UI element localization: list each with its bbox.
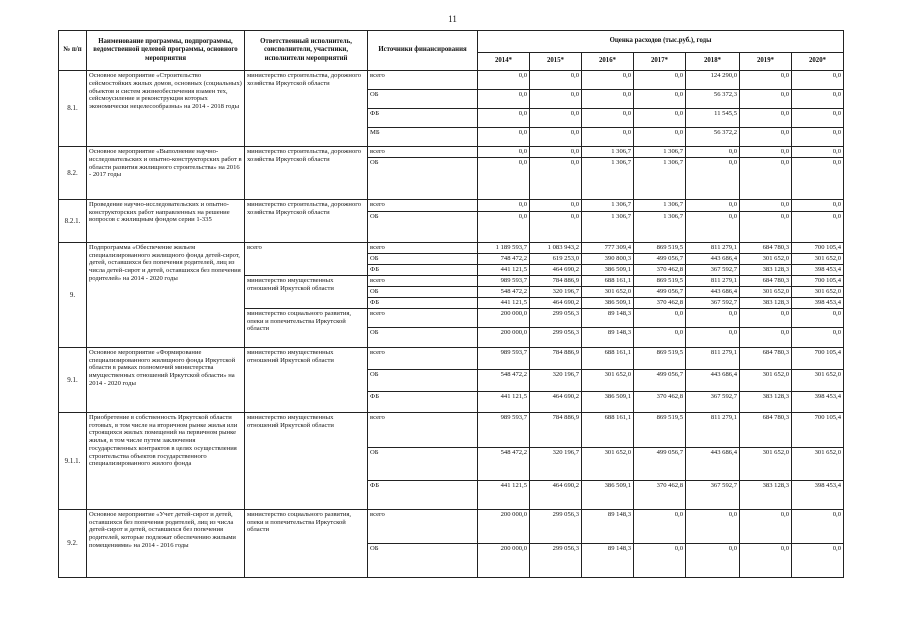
header-source: Источники финансирования <box>368 31 478 71</box>
amount-cell: 0,0 <box>686 509 740 543</box>
row-source: ОБ <box>368 157 478 199</box>
row-source: ФБ <box>368 391 478 412</box>
amount-cell: 0,0 <box>740 509 792 543</box>
amount-cell: 301 652,0 <box>792 369 844 391</box>
row-source: всего <box>368 199 478 211</box>
amount-cell: 499 056,7 <box>634 286 686 297</box>
amount-cell: 684 780,3 <box>740 242 792 253</box>
header-year: 2014* <box>478 53 530 71</box>
amount-cell: 684 780,3 <box>740 275 792 286</box>
amount-cell: 0,0 <box>686 157 740 199</box>
amount-cell: 0,0 <box>686 199 740 211</box>
amount-cell: 200 000,0 <box>478 509 530 543</box>
amount-cell: 301 652,0 <box>792 286 844 297</box>
row-source: ОБ <box>368 543 478 577</box>
row-executor: министерство имущественных отношений Иркутской области <box>245 412 368 509</box>
amount-cell: 688 161,1 <box>582 275 634 286</box>
row-name: Основное мероприятие «Учет детей-сирот и детей, оставшихся без попечения родителей, лиц из числа детей-сирот и детей, оставшихся без попечения родителей, которые подлежат обеспечению жилыми помещениями» на 2014 - 2016 годы <box>87 509 245 577</box>
table-row <box>59 199 844 211</box>
amount-cell: 301 652,0 <box>740 253 792 264</box>
row-source: всего <box>368 347 478 369</box>
amount-cell: 89 148,3 <box>582 308 634 327</box>
row-number: 9.2. <box>59 509 87 577</box>
amount-cell: 299 056,3 <box>530 509 582 543</box>
amount-cell: 0,0 <box>634 109 686 128</box>
amount-cell: 1 306,7 <box>634 157 686 199</box>
amount-cell: 441 121,5 <box>478 391 530 412</box>
amount-cell: 777 309,4 <box>582 242 634 253</box>
amount-cell: 320 196,7 <box>530 369 582 391</box>
amount-cell: 367 592,7 <box>686 264 740 275</box>
row-name: Основное мероприятие «Выполнение научно-исследовательских и опытно-конструкторских работ в области развития жилищного строительства» на 2016 - 2017 годы <box>87 147 245 200</box>
amount-cell: 383 128,3 <box>740 391 792 412</box>
amount-cell: 700 105,4 <box>792 275 844 286</box>
amount-cell: 0,0 <box>792 543 844 577</box>
row-name: Приобретение в собственность Иркутской области готовых, в том числе на вторичном рынке жилья или строящихся жилых помещений на первичном рынке жилья, в том числе путем заключения государственных контрактов в целях осуществления строительства объектов государственного специализированного жилого фонда <box>87 412 245 509</box>
header-estimate: Оценка расходов (тыс.руб.), годы <box>478 31 844 53</box>
header-year: 2018* <box>686 53 740 71</box>
amount-cell: 386 509,1 <box>582 297 634 308</box>
amount-cell: 784 886,9 <box>530 275 582 286</box>
amount-cell: 383 128,3 <box>740 264 792 275</box>
row-executor: министерство строительства, дорожного хозяйства Иркутской области <box>245 147 368 200</box>
amount-cell: 398 453,4 <box>792 391 844 412</box>
amount-cell: 320 196,7 <box>530 447 582 480</box>
row-executor: министерство строительства, дорожного хозяйства Иркутской области <box>245 71 368 147</box>
amount-cell: 464 690,2 <box>530 297 582 308</box>
amount-cell: 0,0 <box>582 128 634 147</box>
amount-cell: 56 372,3 <box>686 90 740 109</box>
amount-cell: 0,0 <box>478 147 530 158</box>
amount-cell: 56 372,2 <box>686 128 740 147</box>
amount-cell: 386 509,1 <box>582 264 634 275</box>
row-source: всего <box>368 147 478 158</box>
header-year: 2016* <box>582 53 634 71</box>
amount-cell: 200 000,0 <box>478 543 530 577</box>
amount-cell: 1 306,7 <box>582 147 634 158</box>
amount-cell: 688 161,1 <box>582 347 634 369</box>
amount-cell: 0,0 <box>634 90 686 109</box>
amount-cell: 0,0 <box>530 71 582 90</box>
table-row <box>59 509 844 543</box>
row-number: 9. <box>59 242 87 347</box>
amount-cell: 398 453,4 <box>792 264 844 275</box>
amount-cell: 124 290,0 <box>686 71 740 90</box>
amount-cell: 688 161,1 <box>582 412 634 447</box>
row-name: Основное мероприятие «Строительство сейсмостойких жилых домов, основных (социальных) объектов и систем жизнеобеспечения взамен тех, сейсмоусиление и реконструкция которых экономически нецелесообразны» на 2014 - 2018 годы <box>87 71 245 147</box>
row-number: 8.2.1. <box>59 199 87 242</box>
row-executor: министерство строительства, дорожного хозяйства Иркутской области <box>245 199 368 242</box>
amount-cell: 0,0 <box>792 157 844 199</box>
amount-cell: 0,0 <box>478 109 530 128</box>
amount-cell: 301 652,0 <box>792 447 844 480</box>
amount-cell: 0,0 <box>740 90 792 109</box>
amount-cell: 89 148,3 <box>582 327 634 347</box>
amount-cell: 0,0 <box>792 71 844 90</box>
amount-cell: 390 800,3 <box>582 253 634 264</box>
amount-cell: 1 306,7 <box>634 211 686 242</box>
amount-cell: 370 462,8 <box>634 391 686 412</box>
row-source: всего <box>368 308 478 327</box>
row-source: всего <box>368 71 478 90</box>
amount-cell: 370 462,8 <box>634 297 686 308</box>
amount-cell: 0,0 <box>478 128 530 147</box>
row-source: ОБ <box>368 327 478 347</box>
amount-cell: 301 652,0 <box>792 253 844 264</box>
amount-cell: 1 306,7 <box>634 199 686 211</box>
amount-cell: 301 652,0 <box>582 447 634 480</box>
amount-cell: 367 592,7 <box>686 297 740 308</box>
amount-cell: 1 306,7 <box>582 211 634 242</box>
row-executor: министерство социального развития, опеки и попечительства Иркутской области <box>245 308 368 347</box>
amount-cell: 443 686,4 <box>686 369 740 391</box>
amount-cell: 700 105,4 <box>792 347 844 369</box>
amount-cell: 441 121,5 <box>478 480 530 509</box>
row-source: ОБ <box>368 90 478 109</box>
amount-cell: 301 652,0 <box>740 447 792 480</box>
row-source: ОБ <box>368 447 478 480</box>
table-row <box>59 412 844 447</box>
amount-cell: 0,0 <box>478 211 530 242</box>
amount-cell: 0,0 <box>792 199 844 211</box>
amount-cell: 200 000,0 <box>478 327 530 347</box>
amount-cell: 443 686,4 <box>686 286 740 297</box>
amount-cell: 464 690,2 <box>530 480 582 509</box>
amount-cell: 0,0 <box>530 199 582 211</box>
amount-cell: 0,0 <box>530 147 582 158</box>
amount-cell: 499 056,7 <box>634 253 686 264</box>
row-source: ФБ <box>368 480 478 509</box>
amount-cell: 0,0 <box>740 211 792 242</box>
row-name: Проведение научно-исследовательских и опытно-конструкторских работ направленных на решение вопросов с жилищным фондом серии 1-335 <box>87 199 245 242</box>
row-source: всего <box>368 412 478 447</box>
header-year: 2015* <box>530 53 582 71</box>
amount-cell: 700 105,4 <box>792 242 844 253</box>
amount-cell: 0,0 <box>634 71 686 90</box>
row-source: ФБ <box>368 297 478 308</box>
page-number: 11 <box>448 14 457 24</box>
amount-cell: 0,0 <box>478 199 530 211</box>
amount-cell: 299 056,3 <box>530 308 582 327</box>
row-source: ОБ <box>368 253 478 264</box>
amount-cell: 0,0 <box>530 128 582 147</box>
table-row <box>59 242 844 253</box>
amount-cell: 0,0 <box>792 211 844 242</box>
amount-cell: 499 056,7 <box>634 447 686 480</box>
amount-cell: 0,0 <box>634 543 686 577</box>
header-num: № п/п <box>59 31 87 71</box>
expenditure-table <box>58 30 844 578</box>
table-body <box>59 71 844 578</box>
amount-cell: 869 519,5 <box>634 412 686 447</box>
amount-cell: 0,0 <box>530 157 582 199</box>
amount-cell: 0,0 <box>740 147 792 158</box>
amount-cell: 383 128,3 <box>740 297 792 308</box>
amount-cell: 443 686,4 <box>686 253 740 264</box>
row-number: 9.1. <box>59 347 87 412</box>
amount-cell: 89 148,3 <box>582 509 634 543</box>
amount-cell: 0,0 <box>634 308 686 327</box>
amount-cell: 0,0 <box>686 147 740 158</box>
amount-cell: 0,0 <box>740 543 792 577</box>
amount-cell: 386 509,1 <box>582 391 634 412</box>
amount-cell: 11 545,5 <box>686 109 740 128</box>
amount-cell: 89 148,3 <box>582 543 634 577</box>
amount-cell: 0,0 <box>740 109 792 128</box>
row-number: 8.1. <box>59 71 87 147</box>
row-name: Подпрограмма «Обеспечение жильем специализированного жилищного фонда детей-сирот, детей, оставшихся без попечения родителей, лиц из числа детей-сирот и детей, оставшихся без попечения родителей» на 2014 - 2020 годы <box>87 242 245 347</box>
amount-cell: 748 472,2 <box>478 253 530 264</box>
amount-cell: 0,0 <box>478 157 530 199</box>
amount-cell: 464 690,2 <box>530 391 582 412</box>
amount-cell: 499 056,7 <box>634 369 686 391</box>
amount-cell: 811 279,1 <box>686 347 740 369</box>
amount-cell: 684 780,3 <box>740 347 792 369</box>
table-row <box>59 71 844 90</box>
row-source: всего <box>368 275 478 286</box>
amount-cell: 989 593,7 <box>478 275 530 286</box>
amount-cell: 811 279,1 <box>686 275 740 286</box>
amount-cell: 0,0 <box>530 90 582 109</box>
amount-cell: 441 121,5 <box>478 297 530 308</box>
header-executor: Ответственный исполнитель, соисполнители, участники, исполнители мероприятий <box>245 31 368 71</box>
row-number: 8.2. <box>59 147 87 200</box>
row-source: всего <box>368 509 478 543</box>
amount-cell: 0,0 <box>582 109 634 128</box>
header-year: 2017* <box>634 53 686 71</box>
amount-cell: 0,0 <box>792 308 844 327</box>
row-executor: министерство имущественных отношений Иркутской области <box>245 275 368 308</box>
row-source: ФБ <box>368 109 478 128</box>
amount-cell: 0,0 <box>740 157 792 199</box>
amount-cell: 0,0 <box>792 147 844 158</box>
row-source: ОБ <box>368 211 478 242</box>
amount-cell: 548 472,2 <box>478 369 530 391</box>
row-executor: министерство имущественных отношений Иркутской области <box>245 347 368 412</box>
amount-cell: 0,0 <box>478 90 530 109</box>
amount-cell: 0,0 <box>478 71 530 90</box>
amount-cell: 700 105,4 <box>792 412 844 447</box>
amount-cell: 0,0 <box>634 327 686 347</box>
amount-cell: 0,0 <box>740 327 792 347</box>
amount-cell: 320 196,7 <box>530 286 582 297</box>
row-name: Основное мероприятие «Формирование специализированного жилищного фонда Иркутской области в рамках полномочий министерства имущественных отношений Иркутской области» на 2014 - 2020 годы <box>87 347 245 412</box>
amount-cell: 301 652,0 <box>740 286 792 297</box>
amount-cell: 0,0 <box>582 90 634 109</box>
amount-cell: 0,0 <box>686 308 740 327</box>
amount-cell: 811 279,1 <box>686 242 740 253</box>
amount-cell: 0,0 <box>530 211 582 242</box>
amount-cell: 0,0 <box>740 71 792 90</box>
amount-cell: 301 652,0 <box>740 369 792 391</box>
amount-cell: 0,0 <box>792 509 844 543</box>
amount-cell: 0,0 <box>792 90 844 109</box>
row-executor: министерство социального развития, опеки и попечительства Иркутской области <box>245 509 368 577</box>
amount-cell: 869 519,5 <box>634 275 686 286</box>
amount-cell: 0,0 <box>686 327 740 347</box>
row-source: ОБ <box>368 286 478 297</box>
row-executor: всего <box>245 242 368 275</box>
amount-cell: 398 453,4 <box>792 480 844 509</box>
amount-cell: 784 886,9 <box>530 412 582 447</box>
amount-cell: 0,0 <box>634 128 686 147</box>
amount-cell: 370 462,8 <box>634 480 686 509</box>
amount-cell: 301 652,0 <box>582 369 634 391</box>
amount-cell: 548 472,2 <box>478 286 530 297</box>
amount-cell: 398 453,4 <box>792 297 844 308</box>
amount-cell: 989 593,7 <box>478 347 530 369</box>
amount-cell: 869 519,5 <box>634 242 686 253</box>
amount-cell: 1 083 943,2 <box>530 242 582 253</box>
amount-cell: 0,0 <box>582 71 634 90</box>
amount-cell: 301 652,0 <box>582 286 634 297</box>
amount-cell: 0,0 <box>792 128 844 147</box>
amount-cell: 0,0 <box>634 509 686 543</box>
amount-cell: 370 462,8 <box>634 264 686 275</box>
amount-cell: 1 306,7 <box>582 199 634 211</box>
amount-cell: 784 886,9 <box>530 347 582 369</box>
amount-cell: 0,0 <box>792 109 844 128</box>
amount-cell: 299 056,3 <box>530 543 582 577</box>
amount-cell: 0,0 <box>530 109 582 128</box>
amount-cell: 443 686,4 <box>686 447 740 480</box>
amount-cell: 869 519,5 <box>634 347 686 369</box>
amount-cell: 0,0 <box>792 327 844 347</box>
amount-cell: 0,0 <box>740 199 792 211</box>
row-source: ФБ <box>368 264 478 275</box>
header-year: 2019* <box>740 53 792 71</box>
amount-cell: 1 189 593,7 <box>478 242 530 253</box>
table-row <box>59 147 844 158</box>
amount-cell: 1 306,7 <box>582 157 634 199</box>
amount-cell: 1 306,7 <box>634 147 686 158</box>
amount-cell: 367 592,7 <box>686 391 740 412</box>
header-name: Наименование программы, подпрограммы, ведомственной целевой программы, основного мероприятия <box>87 31 245 71</box>
amount-cell: 0,0 <box>740 308 792 327</box>
amount-cell: 684 780,3 <box>740 412 792 447</box>
amount-cell: 299 056,3 <box>530 327 582 347</box>
amount-cell: 0,0 <box>686 543 740 577</box>
amount-cell: 367 592,7 <box>686 480 740 509</box>
amount-cell: 0,0 <box>686 211 740 242</box>
amount-cell: 386 509,1 <box>582 480 634 509</box>
amount-cell: 989 593,7 <box>478 412 530 447</box>
table-row <box>59 347 844 369</box>
amount-cell: 619 253,0 <box>530 253 582 264</box>
row-source: всего <box>368 242 478 253</box>
row-number: 9.1.1. <box>59 412 87 509</box>
amount-cell: 383 128,3 <box>740 480 792 509</box>
amount-cell: 548 472,2 <box>478 447 530 480</box>
amount-cell: 0,0 <box>740 128 792 147</box>
row-source: ОБ <box>368 369 478 391</box>
row-source: МБ <box>368 128 478 147</box>
amount-cell: 441 121,5 <box>478 264 530 275</box>
amount-cell: 811 279,1 <box>686 412 740 447</box>
amount-cell: 200 000,0 <box>478 308 530 327</box>
amount-cell: 464 690,2 <box>530 264 582 275</box>
header-year: 2020* <box>792 53 844 71</box>
